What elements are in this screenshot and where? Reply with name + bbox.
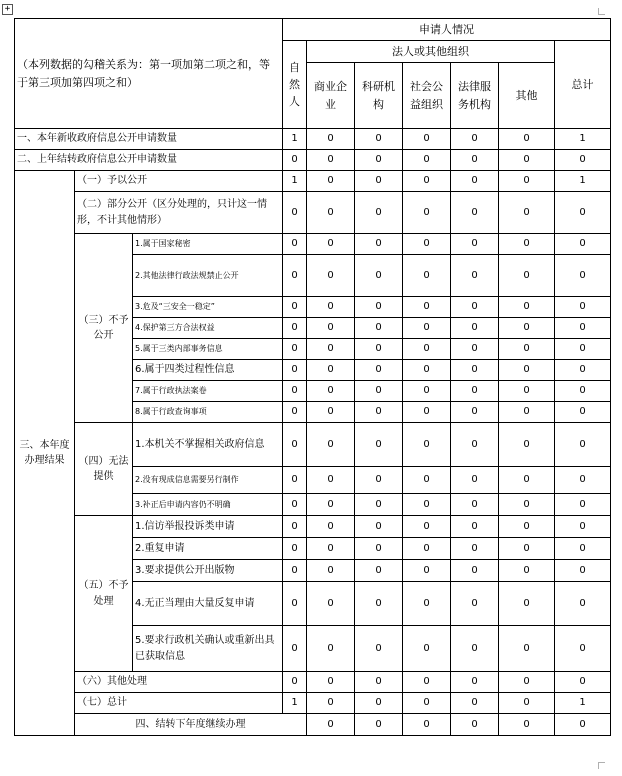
- crop-mark: [598, 762, 605, 769]
- cell-value: 0: [451, 360, 499, 381]
- cell-value: 0: [555, 255, 611, 297]
- row-label: 4.保护第三方合法权益: [133, 318, 283, 339]
- cell-value: 0: [403, 360, 451, 381]
- cell-value: 0: [499, 318, 555, 339]
- row-label: 1.本机关不掌握相关政府信息: [133, 423, 283, 467]
- cell-value: 0: [307, 318, 355, 339]
- cell-value: 0: [555, 150, 611, 171]
- cell-value: 0: [307, 255, 355, 297]
- cell-value: 0: [403, 318, 451, 339]
- row-label: 2.其他法律行政法规禁止公开: [133, 255, 283, 297]
- cell-value: 0: [555, 339, 611, 360]
- cell-value: 0: [555, 626, 611, 672]
- cell-value: 0: [307, 402, 355, 423]
- cell-value: 0: [307, 192, 355, 234]
- cell-value: 0: [307, 339, 355, 360]
- cell-value: 0: [403, 467, 451, 494]
- cell-value: 0: [451, 582, 499, 626]
- cell-value: 0: [403, 129, 451, 150]
- cell-value: 0: [355, 423, 403, 467]
- cell-value: 0: [355, 516, 403, 538]
- row-label: 3.补正后申请内容仍不明确: [133, 494, 283, 516]
- cell-value: 0: [499, 714, 555, 736]
- table-row: [15, 693, 611, 714]
- cell-value: 0: [451, 714, 499, 736]
- cell-value: 0: [355, 538, 403, 560]
- cell-value: 0: [451, 171, 499, 192]
- cell-value: 0: [403, 693, 451, 714]
- cell-value: 0: [403, 626, 451, 672]
- cell-value: 0: [451, 693, 499, 714]
- cell-value: 0: [283, 560, 307, 582]
- cell-value: 0: [307, 234, 355, 255]
- cell-value: 0: [555, 297, 611, 318]
- cell-value: 0: [403, 171, 451, 192]
- row-label: 5.要求行政机关确认或重新出具已获取信息: [133, 626, 283, 672]
- cell-value: 0: [499, 171, 555, 192]
- table-row: [15, 516, 611, 538]
- cell-value: 0: [355, 255, 403, 297]
- group-4-label: （四）无法提供: [75, 423, 133, 516]
- note-cell: （本列数据的勾稽关系为：第一项加第二项之和，等于第三项加第四项之和）: [15, 19, 283, 129]
- applicant-status-header: 申请人情况: [283, 19, 611, 41]
- other-header: 其他: [499, 63, 555, 129]
- row-label: 1.信访举报投诉类申请: [133, 516, 283, 538]
- cell-value: 0: [355, 381, 403, 402]
- cell-value: 0: [307, 672, 355, 693]
- cell-value: 0: [451, 538, 499, 560]
- cell-value: 0: [355, 318, 403, 339]
- cell-value: 0: [307, 693, 355, 714]
- cell-value: 0: [355, 582, 403, 626]
- cell-value: 0: [403, 192, 451, 234]
- cell-value: 0: [355, 192, 403, 234]
- cell-value: 0: [499, 360, 555, 381]
- cell-value: 0: [451, 339, 499, 360]
- cell-value: 0: [307, 494, 355, 516]
- cell-value: 0: [499, 467, 555, 494]
- cell-value: 0: [451, 381, 499, 402]
- cell-value: 0: [355, 129, 403, 150]
- cell-value: 0: [499, 672, 555, 693]
- cell-value: 0: [451, 192, 499, 234]
- cell-value: 0: [499, 494, 555, 516]
- crop-mark: [598, 8, 605, 15]
- cell-value: 0: [555, 516, 611, 538]
- cell-value: 0: [283, 192, 307, 234]
- section-3-label: 三、本年度办理结果: [15, 171, 75, 736]
- cell-value: 0: [451, 516, 499, 538]
- cell-value: 0: [283, 626, 307, 672]
- cell-value: 0: [499, 192, 555, 234]
- row-label: （七）总计: [75, 693, 283, 714]
- cell-value: 0: [499, 339, 555, 360]
- cell-value: 0: [307, 381, 355, 402]
- cell-value: 0: [499, 234, 555, 255]
- cell-value: 0: [307, 714, 355, 736]
- cell-value: 1: [283, 693, 307, 714]
- table-row: [15, 423, 611, 467]
- cell-value: 0: [355, 693, 403, 714]
- disclosure-statistics-table: [14, 18, 611, 736]
- row-label: 二、上年结转政府信息公开申请数量: [15, 150, 283, 171]
- table-row: [15, 129, 611, 150]
- cell-value: 0: [283, 538, 307, 560]
- cell-value: 0: [451, 626, 499, 672]
- cell-value: 0: [355, 234, 403, 255]
- cell-value: 0: [403, 297, 451, 318]
- table-row: [15, 234, 611, 255]
- row-label: 四、结转下年度继续办理: [75, 714, 307, 736]
- table-row: [15, 150, 611, 171]
- cell-value: 0: [555, 582, 611, 626]
- cell-value: 0: [451, 318, 499, 339]
- cell-value: 0: [451, 129, 499, 150]
- cell-value: 1: [555, 693, 611, 714]
- row-label: 3.危及“三安全一稳定”: [133, 297, 283, 318]
- cell-value: 0: [283, 516, 307, 538]
- business-header: 商业企业: [307, 63, 355, 129]
- cell-value: 0: [451, 255, 499, 297]
- cell-value: 0: [499, 381, 555, 402]
- cell-value: 0: [307, 560, 355, 582]
- cell-value: 0: [403, 560, 451, 582]
- row-label: 5.属于三类内部事务信息: [133, 339, 283, 360]
- row-label: 一、本年新收政府信息公开申请数量: [15, 129, 283, 150]
- cell-value: 0: [355, 402, 403, 423]
- table-row: [15, 171, 611, 192]
- table-move-handle-icon[interactable]: +: [2, 4, 13, 15]
- cell-value: 0: [283, 339, 307, 360]
- cell-value: 0: [403, 234, 451, 255]
- cell-value: 0: [355, 171, 403, 192]
- cell-value: 0: [307, 297, 355, 318]
- cell-value: 0: [499, 255, 555, 297]
- cell-value: 0: [355, 672, 403, 693]
- cell-value: 0: [499, 402, 555, 423]
- cell-value: 0: [451, 402, 499, 423]
- cell-value: 0: [499, 297, 555, 318]
- cell-value: 1: [283, 171, 307, 192]
- cell-value: 0: [555, 360, 611, 381]
- cell-value: 0: [451, 423, 499, 467]
- cell-value: 0: [555, 672, 611, 693]
- cell-value: 0: [403, 402, 451, 423]
- cell-value: 0: [307, 360, 355, 381]
- row-label: 4.无正当理由大量反复申请: [133, 582, 283, 626]
- cell-value: 0: [355, 360, 403, 381]
- cell-value: 0: [451, 560, 499, 582]
- social-welfare-header: 社会公益组织: [403, 63, 451, 129]
- cell-value: 0: [403, 538, 451, 560]
- cell-value: 0: [283, 150, 307, 171]
- cell-value: 0: [283, 255, 307, 297]
- cell-value: 0: [307, 171, 355, 192]
- total-header: 总计: [555, 41, 611, 129]
- cell-value: 0: [451, 494, 499, 516]
- cell-value: 0: [355, 339, 403, 360]
- cell-value: 0: [451, 672, 499, 693]
- cell-value: 0: [283, 672, 307, 693]
- cell-value: 0: [499, 582, 555, 626]
- cell-value: 0: [499, 626, 555, 672]
- cell-value: 0: [355, 626, 403, 672]
- cell-value: 0: [451, 297, 499, 318]
- cell-value: 0: [283, 234, 307, 255]
- cell-value: 0: [355, 297, 403, 318]
- cell-value: 0: [283, 467, 307, 494]
- research-header: 科研机构: [355, 63, 403, 129]
- cell-value: 0: [355, 467, 403, 494]
- cell-value: 0: [283, 582, 307, 626]
- cell-value: 0: [499, 516, 555, 538]
- cell-value: 0: [555, 714, 611, 736]
- cell-value: 0: [283, 381, 307, 402]
- row-label: （二）部分公开（区分处理的，只计这一情形，不计其他情形）: [75, 192, 283, 234]
- cell-value: 0: [283, 494, 307, 516]
- cell-value: 0: [355, 150, 403, 171]
- group-5-label: （五）不予处理: [75, 516, 133, 672]
- row-label: 2.重复申请: [133, 538, 283, 560]
- cell-value: 0: [499, 693, 555, 714]
- group-3-label: （三）不予公开: [75, 234, 133, 423]
- cell-value: 0: [283, 297, 307, 318]
- cell-value: 0: [307, 582, 355, 626]
- row-label: 2.没有现成信息需要另行制作: [133, 467, 283, 494]
- row-label: 6.属于四类过程性信息: [133, 360, 283, 381]
- cell-value: 0: [307, 423, 355, 467]
- legal-service-header: 法律服务机构: [451, 63, 499, 129]
- cell-value: 1: [555, 129, 611, 150]
- cell-value: 0: [307, 467, 355, 494]
- row-label: 3.要求提供公开出版物: [133, 560, 283, 582]
- cell-value: 0: [307, 129, 355, 150]
- cell-value: 1: [555, 171, 611, 192]
- cell-value: 0: [555, 494, 611, 516]
- table-row: [15, 192, 611, 234]
- cell-value: 0: [451, 234, 499, 255]
- cell-value: 0: [555, 560, 611, 582]
- cell-value: 0: [283, 360, 307, 381]
- row-label: 8.属于行政查询事项: [133, 402, 283, 423]
- cell-value: 0: [451, 467, 499, 494]
- row-label: （六）其他处理: [75, 672, 283, 693]
- cell-value: 0: [283, 423, 307, 467]
- cell-value: 0: [499, 560, 555, 582]
- cell-value: 0: [403, 672, 451, 693]
- cell-value: 0: [499, 150, 555, 171]
- table-row: [15, 714, 611, 736]
- row-label: （一）予以公开: [75, 171, 283, 192]
- cell-value: 0: [307, 538, 355, 560]
- cell-value: 0: [403, 494, 451, 516]
- cell-value: 1: [283, 129, 307, 150]
- cell-value: 0: [403, 255, 451, 297]
- cell-value: 0: [555, 234, 611, 255]
- cell-value: 0: [451, 150, 499, 171]
- cell-value: 0: [555, 318, 611, 339]
- cell-value: 0: [555, 192, 611, 234]
- cell-value: 0: [499, 129, 555, 150]
- row-label: 1.属于国家秘密: [133, 234, 283, 255]
- natural-person-header: 自然人: [283, 41, 307, 129]
- cell-value: 0: [499, 538, 555, 560]
- table-row: [15, 672, 611, 693]
- cell-value: 0: [355, 560, 403, 582]
- cell-value: 0: [403, 339, 451, 360]
- cell-value: 0: [403, 714, 451, 736]
- cell-value: 0: [307, 150, 355, 171]
- cell-value: 0: [499, 423, 555, 467]
- cell-value: 0: [403, 516, 451, 538]
- cell-value: 0: [403, 582, 451, 626]
- row-label: 7.属于行政执法案卷: [133, 381, 283, 402]
- cell-value: 0: [555, 467, 611, 494]
- cell-value: 0: [283, 318, 307, 339]
- cell-value: 0: [307, 516, 355, 538]
- cell-value: 0: [403, 150, 451, 171]
- legal-person-header: 法人或其他组织: [307, 41, 555, 63]
- cell-value: 0: [555, 381, 611, 402]
- cell-value: 0: [355, 494, 403, 516]
- cell-value: 0: [403, 423, 451, 467]
- cell-value: 0: [555, 538, 611, 560]
- cell-value: 0: [555, 423, 611, 467]
- cell-value: 0: [355, 714, 403, 736]
- cell-value: 0: [555, 402, 611, 423]
- cell-value: 0: [403, 381, 451, 402]
- cell-value: 0: [307, 626, 355, 672]
- cell-value: 0: [283, 402, 307, 423]
